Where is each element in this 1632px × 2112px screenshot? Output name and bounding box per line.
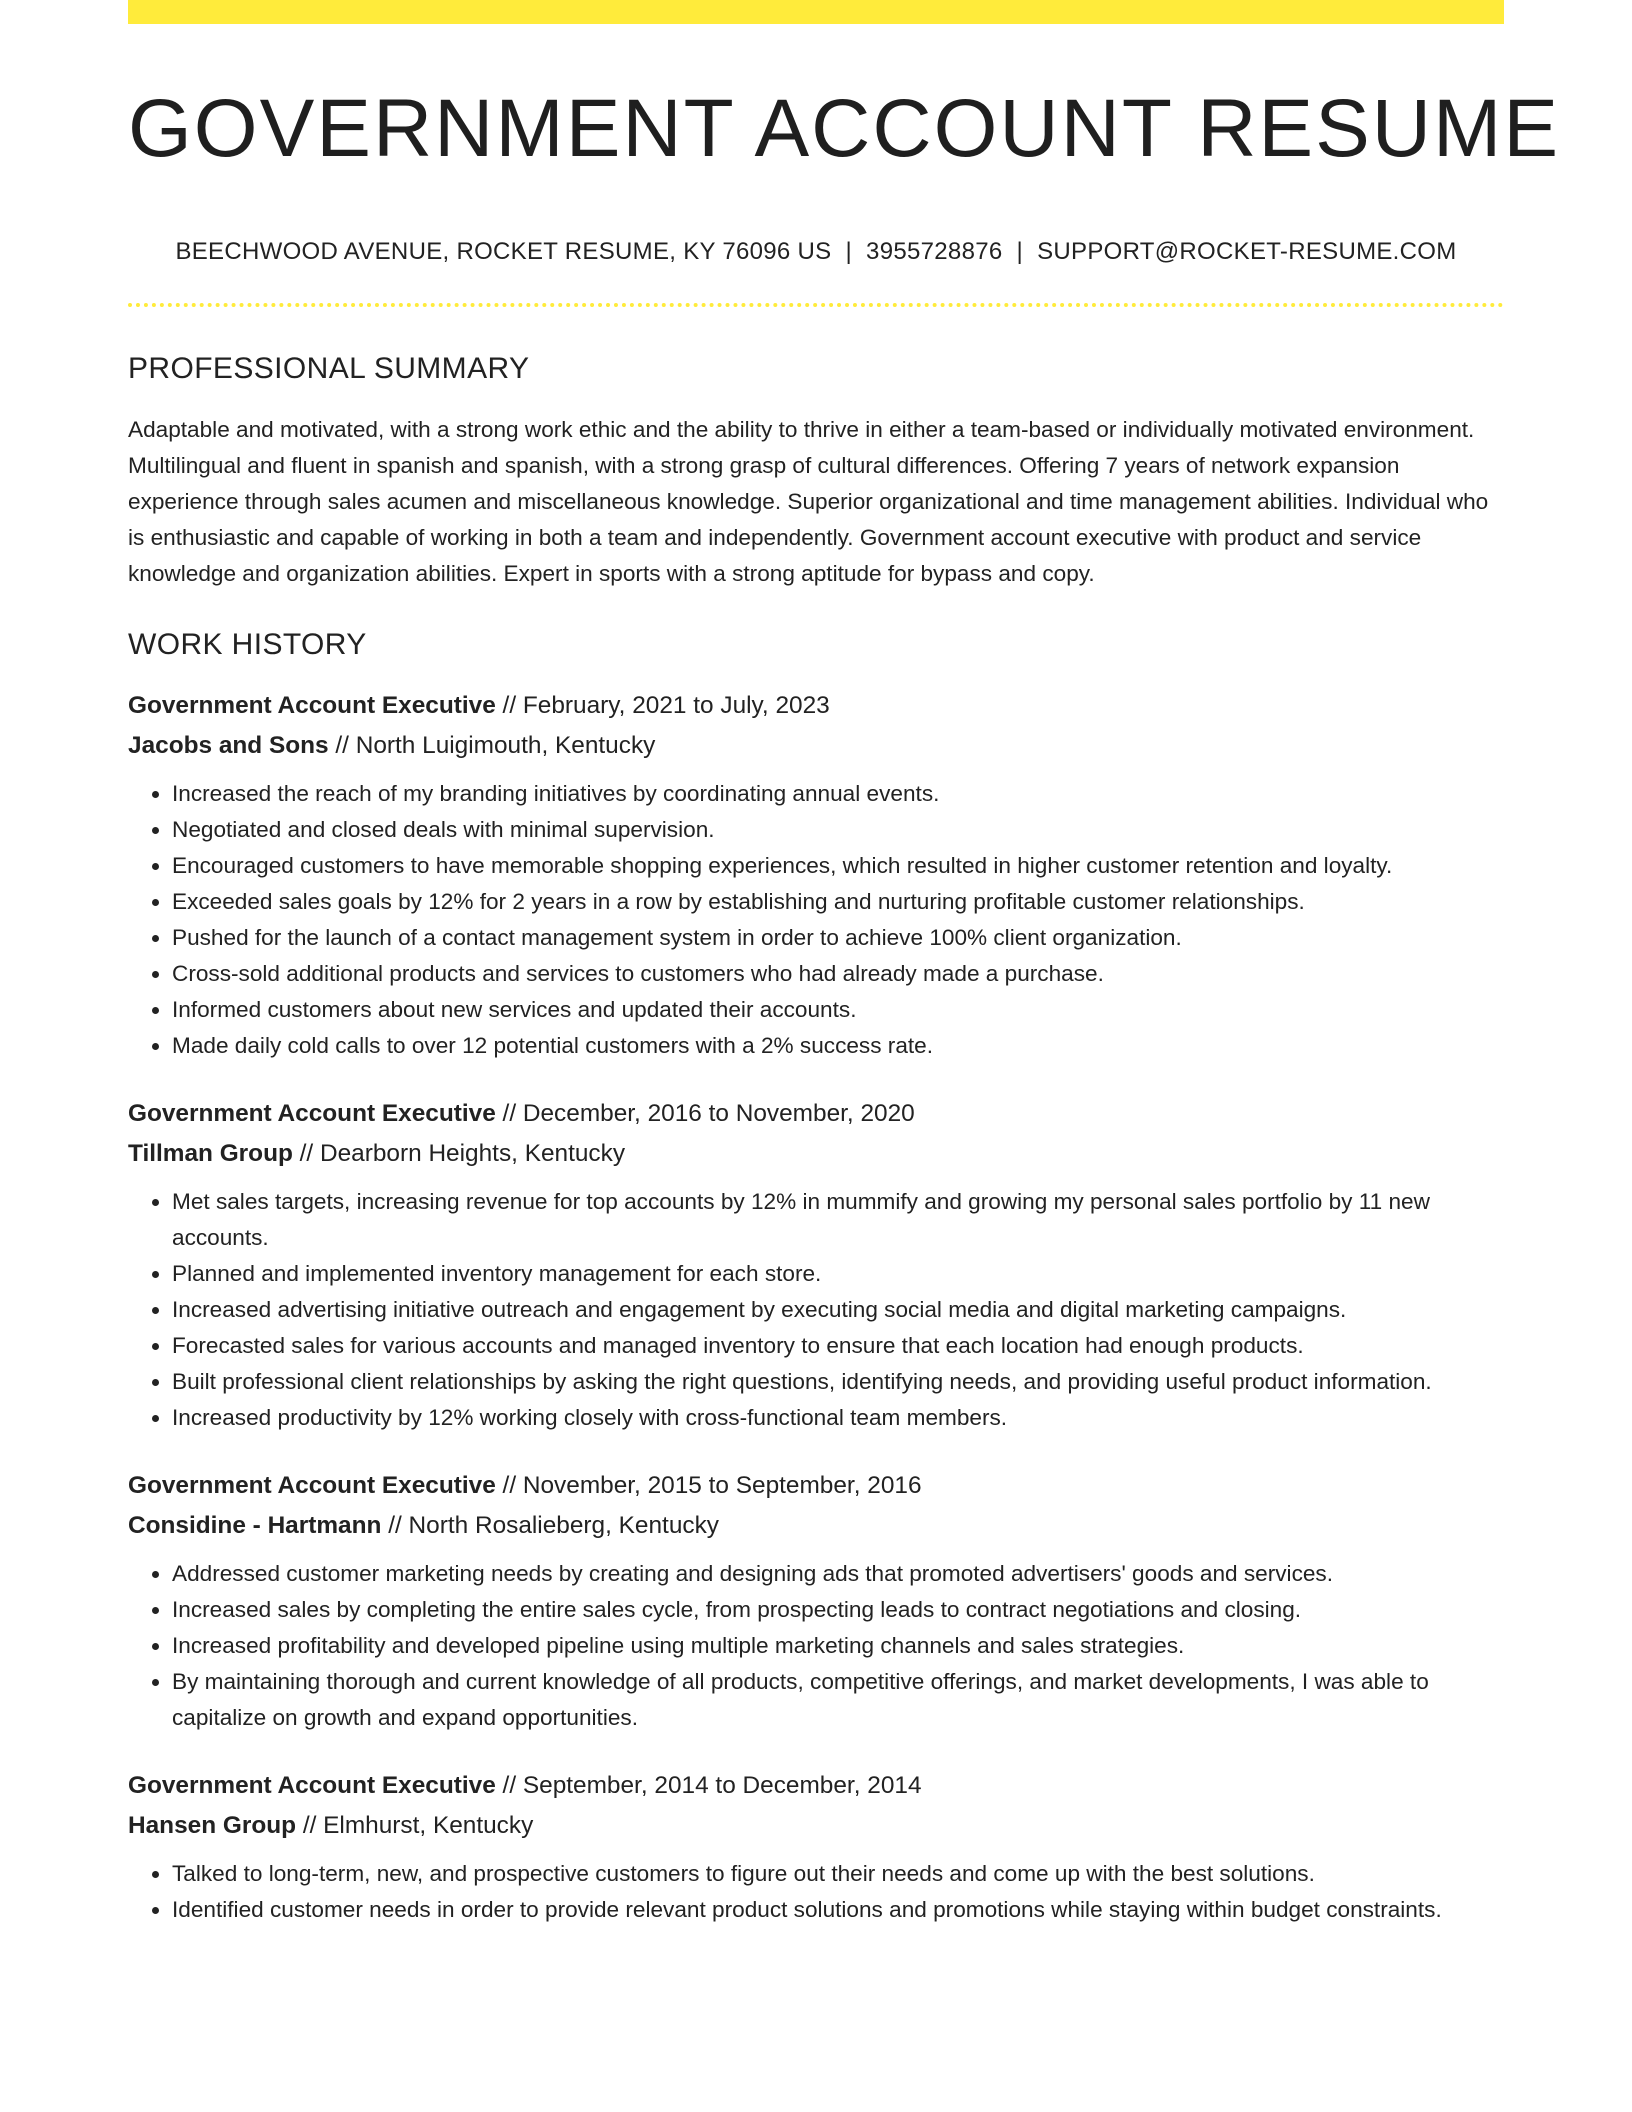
job-company: Considine - Hartmann — [128, 1511, 382, 1539]
job-company-line — [128, 726, 1504, 766]
work-history-list — [128, 686, 1504, 1928]
job-bullet: • Planned and implemented inventory management for each store. — [172, 1256, 1504, 1292]
accent-top-bar — [128, 0, 1504, 24]
job-title-line — [128, 1766, 1504, 1806]
job-bullet: • Increased productivity by 12% working closely with cross-functional team members. — [172, 1400, 1504, 1436]
job-location: Dearborn Heights, Kentucky — [319, 1139, 626, 1167]
job-bullet: • Made daily cold calls to over 12 potential customers with a 2% success rate. — [172, 1028, 1504, 1064]
job-bullet-list — [128, 776, 1504, 1064]
job-bullet: • Informed customers about new services and updated their accounts. — [172, 992, 1504, 1028]
job-dates: December, 2016 to November, 2020 — [522, 1100, 915, 1128]
job-bullet: • Encouraged customers to have memorable shopping experiences, which resulted in higher customer retention and loyalty. — [172, 848, 1504, 884]
section-title-summary: PROFESSIONAL SUMMARY — [128, 352, 530, 386]
job-separator: // — [328, 731, 356, 759]
job-title-line — [128, 1466, 1504, 1506]
job-location: North Luigimouth, Kentucky — [355, 731, 656, 759]
job-separator: // — [495, 1100, 523, 1128]
contact-address: BEECHWOOD AVENUE, ROCKET RESUME, KY 76096 US — [175, 238, 832, 266]
job-title: Government Account Executive — [128, 1772, 496, 1800]
contact-phone: 3955728876 — [866, 238, 1003, 266]
resume-title: GOVERNMENT ACCOUNT RESUME — [128, 83, 1561, 174]
job-bullet: • Talked to long-term, new, and prospective customers to figure out their needs and come up with the best solutions. — [172, 1856, 1504, 1892]
job-dates: February, 2021 to July, 2023 — [522, 692, 830, 720]
job-company-line — [128, 1806, 1504, 1846]
job-entry — [128, 1766, 1504, 1928]
job-title: Government Account Executive — [128, 692, 496, 720]
job-entry — [128, 686, 1504, 1064]
job-bullet: • Addressed customer marketing needs by creating and designing ads that promoted advertisers' goods and services. — [172, 1556, 1504, 1592]
job-bullet: • By maintaining thorough and current knowledge of all products, competitive offerings, and market developments, I was able to capitalize on growth and expand opportunities. — [172, 1664, 1504, 1736]
job-separator: // — [495, 692, 523, 720]
contact-separator: | — [845, 238, 853, 266]
job-bullet: • Met sales targets, increasing revenue for top accounts by 12% in mummify and growing my personal sales portfolio by 11 new accounts. — [172, 1184, 1504, 1256]
job-title-line — [128, 686, 1504, 726]
job-bullet-list — [128, 1856, 1504, 1928]
job-title-line — [128, 1094, 1504, 1134]
job-entry — [128, 1466, 1504, 1736]
job-bullet: • Negotiated and closed deals with minimal supervision. — [172, 812, 1504, 848]
section-title-work-history: WORK HISTORY — [128, 628, 367, 662]
job-bullet: • Forecasted sales for various accounts and managed inventory to ensure that each location had enough products. — [172, 1328, 1504, 1364]
dotted-divider — [128, 303, 1504, 307]
job-bullet: • Cross-sold additional products and services to customers who had already made a purchase. — [172, 956, 1504, 992]
job-bullet: • Increased sales by completing the entire sales cycle, from prospecting leads to contract negotiations and closing. — [172, 1592, 1504, 1628]
job-dates: November, 2015 to September, 2016 — [522, 1472, 922, 1500]
job-separator: // — [381, 1511, 409, 1539]
resume-page — [128, 0, 1561, 1958]
job-separator: // — [495, 1772, 523, 1800]
contact-email: SUPPORT@ROCKET-RESUME.COM — [1037, 238, 1457, 266]
job-company: Hansen Group — [128, 1811, 297, 1839]
job-bullet: • Increased advertising initiative outreach and engagement by executing social media and digital marketing campaigns. — [172, 1292, 1504, 1328]
job-bullet: • Increased the reach of my branding initiatives by coordinating annual events. — [172, 776, 1504, 812]
job-bullet: • Increased profitability and developed pipeline using multiple marketing channels and sales strategies. — [172, 1628, 1504, 1664]
job-bullet-list — [128, 1184, 1504, 1436]
contact-separator: | — [1016, 238, 1024, 266]
contact-line — [128, 238, 1504, 266]
job-bullet: • Pushed for the launch of a contact management system in order to achieve 100% client organization. — [172, 920, 1504, 956]
job-bullet: • Identified customer needs in order to provide relevant product solutions and promotions while staying within budget constraints. — [172, 1892, 1504, 1928]
job-separator: // — [292, 1139, 320, 1167]
job-bullet-list — [128, 1556, 1504, 1736]
job-separator: // — [296, 1811, 324, 1839]
job-bullet: • Exceeded sales goals by 12% for 2 years in a row by establishing and nurturing profitable customer relationships. — [172, 884, 1504, 920]
job-entry — [128, 1094, 1504, 1436]
job-company: Tillman Group — [128, 1139, 293, 1167]
job-title: Government Account Executive — [128, 1472, 496, 1500]
job-company-line — [128, 1506, 1504, 1546]
job-bullet: • Built professional client relationships by asking the right questions, identifying needs, and providing useful product information. — [172, 1364, 1504, 1400]
job-location: North Rosalieberg, Kentucky — [408, 1511, 719, 1539]
job-separator: // — [495, 1472, 523, 1500]
job-company-line — [128, 1134, 1504, 1174]
job-company: Jacobs and Sons — [128, 731, 329, 759]
summary-text: Adaptable and motivated, with a strong work ethic and the ability to thrive in either a team-based or individually motivated environment. Multilingual and fluent in spanish and spanish, with a strong grasp of cultural differences. Offering 7 years of network expansion experience through sales acumen and miscellaneous knowledge. Superior organizational and time management abilities. Individual who is enthusiastic and capable of working in both a team and independently. Government account executive with product and service knowledge and organization abilities. Expert in sports with a strong aptitude for bypass and copy. — [128, 417, 1489, 587]
job-location: Elmhurst, Kentucky — [323, 1811, 534, 1839]
job-dates: September, 2014 to December, 2014 — [522, 1772, 922, 1800]
job-title: Government Account Executive — [128, 1100, 496, 1128]
